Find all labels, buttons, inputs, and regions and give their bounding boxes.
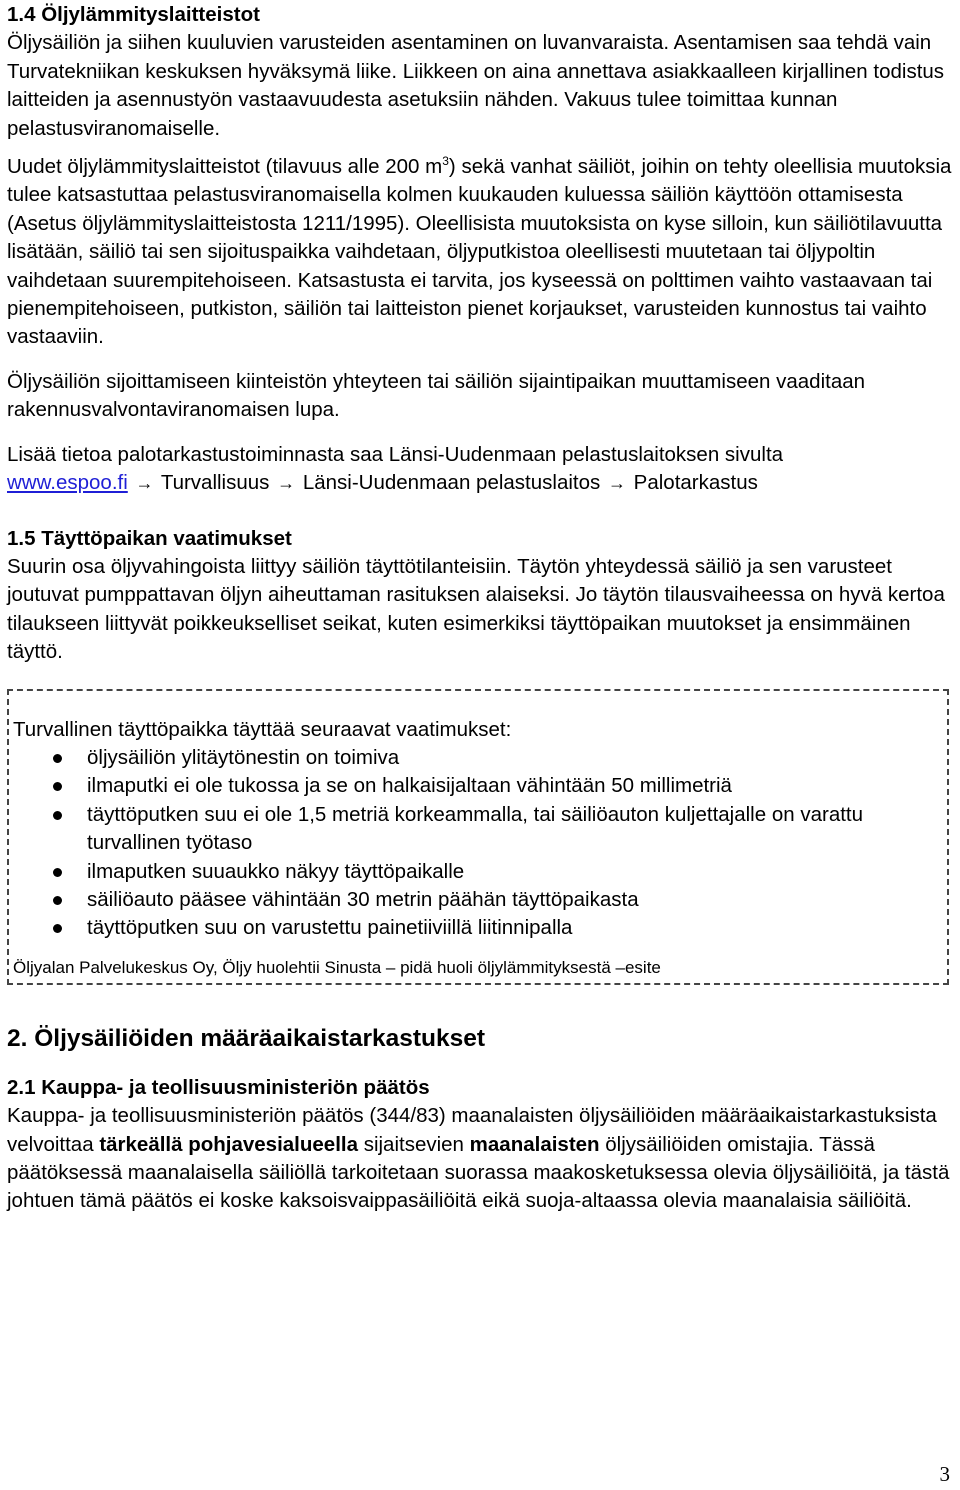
- requirement-item: täyttöputken suu on varustettu painetiiviillä liitinnipalla: [13, 914, 943, 942]
- paragraph-installation: Öljysäiliön ja siihen kuuluvien varusteiden asentaminen on luvanvaraista. Asentamisen saa tehdä vain Turvatekniikan keskuksen hyväksymä liike. Liikkeen on aina annettava asiakkaalleen kirjallinen todistus laitteiden ja asennustyön vastaavuudesta asetuksiin nähden. Vakuus tulee toimittaa kunnan pelastusviranomaiselle.: [7, 31, 945, 140]
- superscript-3: 3: [442, 154, 449, 169]
- paragraph-ministry-decision: [7, 1102, 953, 1216]
- requirement-item: ilmaputken suuaukko näkyy täyttöpaikalle: [13, 858, 943, 886]
- section-heading-1-5: 1.5 Täyttöpaikan vaatimukset: [7, 526, 292, 550]
- document-page: [7, 0, 953, 1216]
- paragraph-filling: Suurin osa öljyvahingoista liittyy säiliön täyttötilanteisiin. Täytön yhteydessä säiliö ja sen varusteet joutuvat pumppattavan öljyn aiheuttaman rasituksen alaiseksi. Jo täytön tilausvaiheessa on hyvä kertoa tilaukseen liittyvät poikkeukselliset seikat, kuten esimerkiksi täyttöpaikan muutokset ja ensimmäinen täyttö.: [7, 554, 945, 664]
- decision-text-c: öljysäiliöiden omistajia. Tässä päätöksessä maanalaisella säiliöllä tarkoitetaan suorassa maakosketuksessa olevia öljysäiliöitä, ja tästä johtuen tämä päätös ei koske kaksoisvaippasäiliöitä eikä suoja-altaassa olevia maanalaisia säiliöitä.: [7, 1132, 950, 1213]
- decision-bold-groundwater: tärkeällä pohjavesialueella: [99, 1132, 358, 1156]
- paragraph-inspection: [7, 153, 953, 352]
- arrow-right-icon: →: [277, 473, 296, 494]
- requirements-list: [13, 744, 943, 943]
- decision-bold-underground: maanalaisten: [469, 1132, 600, 1156]
- section-heading-2: 2. Öljysäiliöiden määräaikaistarkastukset: [7, 1024, 486, 1052]
- paragraph-more-info: [7, 441, 953, 498]
- section-heading-1-4: 1.4 Öljylämmityslaitteistot: [7, 3, 260, 26]
- requirement-item: säiliöauto pääsee vähintään 30 metrin päähän täyttöpaikasta: [13, 886, 943, 914]
- paragraph-building-permit: Öljysäiliön sijoittamiseen kiinteistön yhteyteen tai säiliön sijaintipaikan muuttamiseen vaaditaan rakennusvalvontaviranomaisen lupa.: [7, 369, 866, 422]
- section-heading-2-1: 2.1 Kauppa- ja teollisuusministeriön päätös: [7, 1075, 430, 1099]
- breadcrumb-rescue-department: Länsi-Uudenmaan pelastuslaitos: [302, 471, 601, 495]
- paragraph-inspection-start: Uudet öljylämmityslaitteistot (tilavuus alle 200 m: [7, 155, 443, 179]
- more-info-text: Lisää tietoa palotarkastustoiminnasta saa Länsi-Uudenmaan pelastuslaitoksen sivulta: [7, 442, 784, 466]
- paragraph-inspection-rest: ) sekä vanhat säiliöt, joihin on tehty oleellisia muutoksia tulee katsastuttaa pelastusviranomaisella kolmen kuukauden kuluessa säiliön käyttöön ottamisesta (Asetus öljylämmityslaitteistosta 1211/1995). Oleellisista muutoksista on kyse silloin, kun säiliötilavuutta lisätään, säiliö tai sen sijoituspaikka vaihdetaan, öljyputkistoa oleellisesti muutetaan tai öljypoltin vaihdetaan suurempitehoiseen. Katsastusta ei tarvita, jos kyseessä on polttimen vaihto vastaavaan tai pienempitehoiseen, putkiston, säiliön tai laitteiston pienet korjaukset, varusteiden kunnostus tai vaihto vastaaviin.: [7, 155, 952, 349]
- requirements-box: [7, 689, 949, 985]
- requirements-source: Öljyalan Palvelukeskus Oy, Öljy huolehtii Sinusta – pidä huoli öljylämmityksestä –esite: [13, 957, 661, 977]
- decision-text-a: Kauppa- ja teollisuusministeriön päätös (344/83) maanalaisten öljysäiliöiden määräaikaistarkastuksista velvoittaa: [7, 1104, 937, 1156]
- page-number: 3: [939, 1462, 950, 1486]
- requirement-item: öljysäiliön ylitäytönestin on toimiva: [13, 744, 943, 772]
- requirement-item: täyttöputken suu ei ole 1,5 metriä korkeammalla, tai säiliöauton kuljettajalle on varattu turvallinen työtaso: [13, 801, 943, 858]
- espoo-link[interactable]: www.espoo.fi: [7, 471, 128, 495]
- requirement-item: ilmaputki ei ole tukossa ja se on halkaisijaltaan vähintään 50 millimetriä: [13, 772, 943, 800]
- arrow-right-icon: →: [135, 473, 154, 494]
- breadcrumb-fire-inspection: Palotarkastus: [633, 471, 758, 495]
- breadcrumb-security: Turvallisuus: [160, 471, 270, 495]
- arrow-right-icon: →: [607, 473, 626, 494]
- decision-text-b: sijaitsevien: [358, 1132, 470, 1156]
- requirements-intro: Turvallinen täyttöpaikka täyttää seuraavat vaatimukset:: [13, 717, 512, 741]
